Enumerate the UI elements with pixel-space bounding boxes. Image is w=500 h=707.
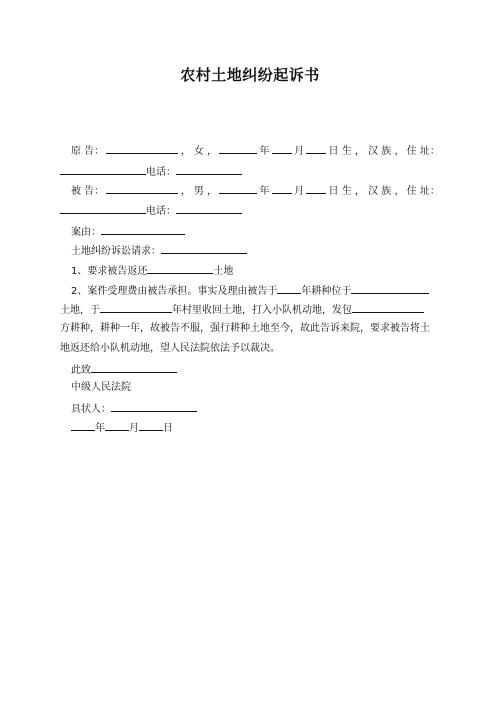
plaintiff-address-line bbox=[60, 164, 440, 180]
document-title: 农村土地纠纷起诉书 bbox=[180, 66, 320, 84]
defendant-gender: ， 男 ， bbox=[180, 186, 218, 197]
plaintiff-line bbox=[71, 143, 440, 159]
defendant-address-label: 住 址： bbox=[406, 186, 440, 197]
claim-2-line-2-a: 土地，于 bbox=[60, 305, 100, 316]
defendant-phone-blank bbox=[176, 203, 242, 214]
signer-label: 具状人： bbox=[71, 404, 111, 415]
defendant-birth-month-blank bbox=[272, 183, 292, 194]
claim-1-suffix: 土地 bbox=[213, 266, 234, 277]
defendant-birth-year-blank bbox=[219, 183, 257, 194]
cizhi-label: 此致 bbox=[71, 365, 91, 376]
defendant-address-line bbox=[60, 203, 440, 219]
date-month-label: 月 bbox=[129, 423, 139, 434]
defendant-day-ethnicity: 日 生 ， 汉 族 ， bbox=[328, 186, 405, 197]
signer-blank bbox=[111, 401, 197, 412]
date-year-blank bbox=[71, 420, 95, 431]
cizhi-line bbox=[71, 362, 440, 378]
claim-2-line-2-b: 年村里收回土地，打入小队机动地，发包 bbox=[172, 305, 352, 316]
claim-2-location-blank bbox=[351, 283, 429, 294]
defendant-label: 被 告： bbox=[71, 186, 105, 197]
plaintiff-phone-label: 电话： bbox=[146, 167, 176, 178]
defendant-name-blank bbox=[106, 183, 178, 194]
claim-2-recall-year-blank bbox=[100, 302, 172, 313]
claim-1-prefix: 1、要求被告返还 bbox=[71, 266, 148, 277]
claims-blank bbox=[161, 243, 247, 254]
claim-2-line-3: 方耕种，耕种一年，故被告不服，强行耕种土地至今，故此告诉来院，要求被告将土 bbox=[60, 323, 430, 334]
court-name: 中级人民法院 bbox=[71, 382, 131, 393]
defendant-address-blank bbox=[60, 203, 146, 214]
claim-2-text-a: 2、案件受理费由被告承担。事实及理由被告于 bbox=[71, 286, 278, 297]
date-day-blank bbox=[139, 420, 163, 431]
claim-2-year-blank bbox=[277, 283, 301, 294]
claims-label: 土地纠纷诉讼请求： bbox=[71, 246, 161, 257]
claim-2-contractor-blank bbox=[352, 302, 424, 313]
signer-line bbox=[71, 401, 440, 417]
date-month-blank bbox=[105, 420, 129, 431]
defendant-line bbox=[71, 183, 440, 199]
case-reason-blank bbox=[101, 224, 185, 235]
plaintiff-gender: ， 女 ， bbox=[180, 146, 218, 157]
plaintiff-phone-blank bbox=[176, 164, 242, 175]
plaintiff-month-label: 月 bbox=[294, 146, 305, 157]
plaintiff-birth-month-blank bbox=[272, 143, 292, 154]
plaintiff-address-blank bbox=[60, 164, 146, 175]
defendant-phone-label: 电话： bbox=[146, 206, 176, 217]
claim-1-blank bbox=[147, 263, 213, 274]
case-reason-label: 案由： bbox=[71, 227, 101, 238]
plaintiff-label: 原 告： bbox=[71, 146, 105, 157]
date-line bbox=[71, 420, 440, 436]
case-reason-line bbox=[71, 224, 440, 240]
defendant-birth-day-blank bbox=[306, 183, 326, 194]
date-day-label: 日 bbox=[163, 423, 173, 434]
claims-line bbox=[71, 243, 440, 259]
plaintiff-name-blank bbox=[106, 143, 178, 154]
defendant-year-label: 年 bbox=[259, 186, 270, 197]
plaintiff-year-label: 年 bbox=[259, 146, 270, 157]
defendant-month-label: 月 bbox=[294, 186, 305, 197]
plaintiff-birth-year-blank bbox=[219, 143, 257, 154]
plaintiff-birth-day-blank bbox=[306, 143, 326, 154]
plaintiff-address-label: 住 址： bbox=[406, 146, 440, 157]
cizhi-blank bbox=[91, 362, 177, 373]
claim-2-text-b: 年耕种位于 bbox=[301, 286, 352, 297]
claim-1 bbox=[71, 263, 440, 279]
claim-2-line-2 bbox=[60, 302, 440, 318]
claim-2-line-4: 地返还给小队机动地，望人民法院依法予以裁决。 bbox=[60, 343, 280, 354]
date-year-label: 年 bbox=[95, 423, 105, 434]
claim-2-line-1 bbox=[71, 283, 440, 299]
plaintiff-day-ethnicity: 日 生 ， 汉 族 ， bbox=[328, 146, 405, 157]
